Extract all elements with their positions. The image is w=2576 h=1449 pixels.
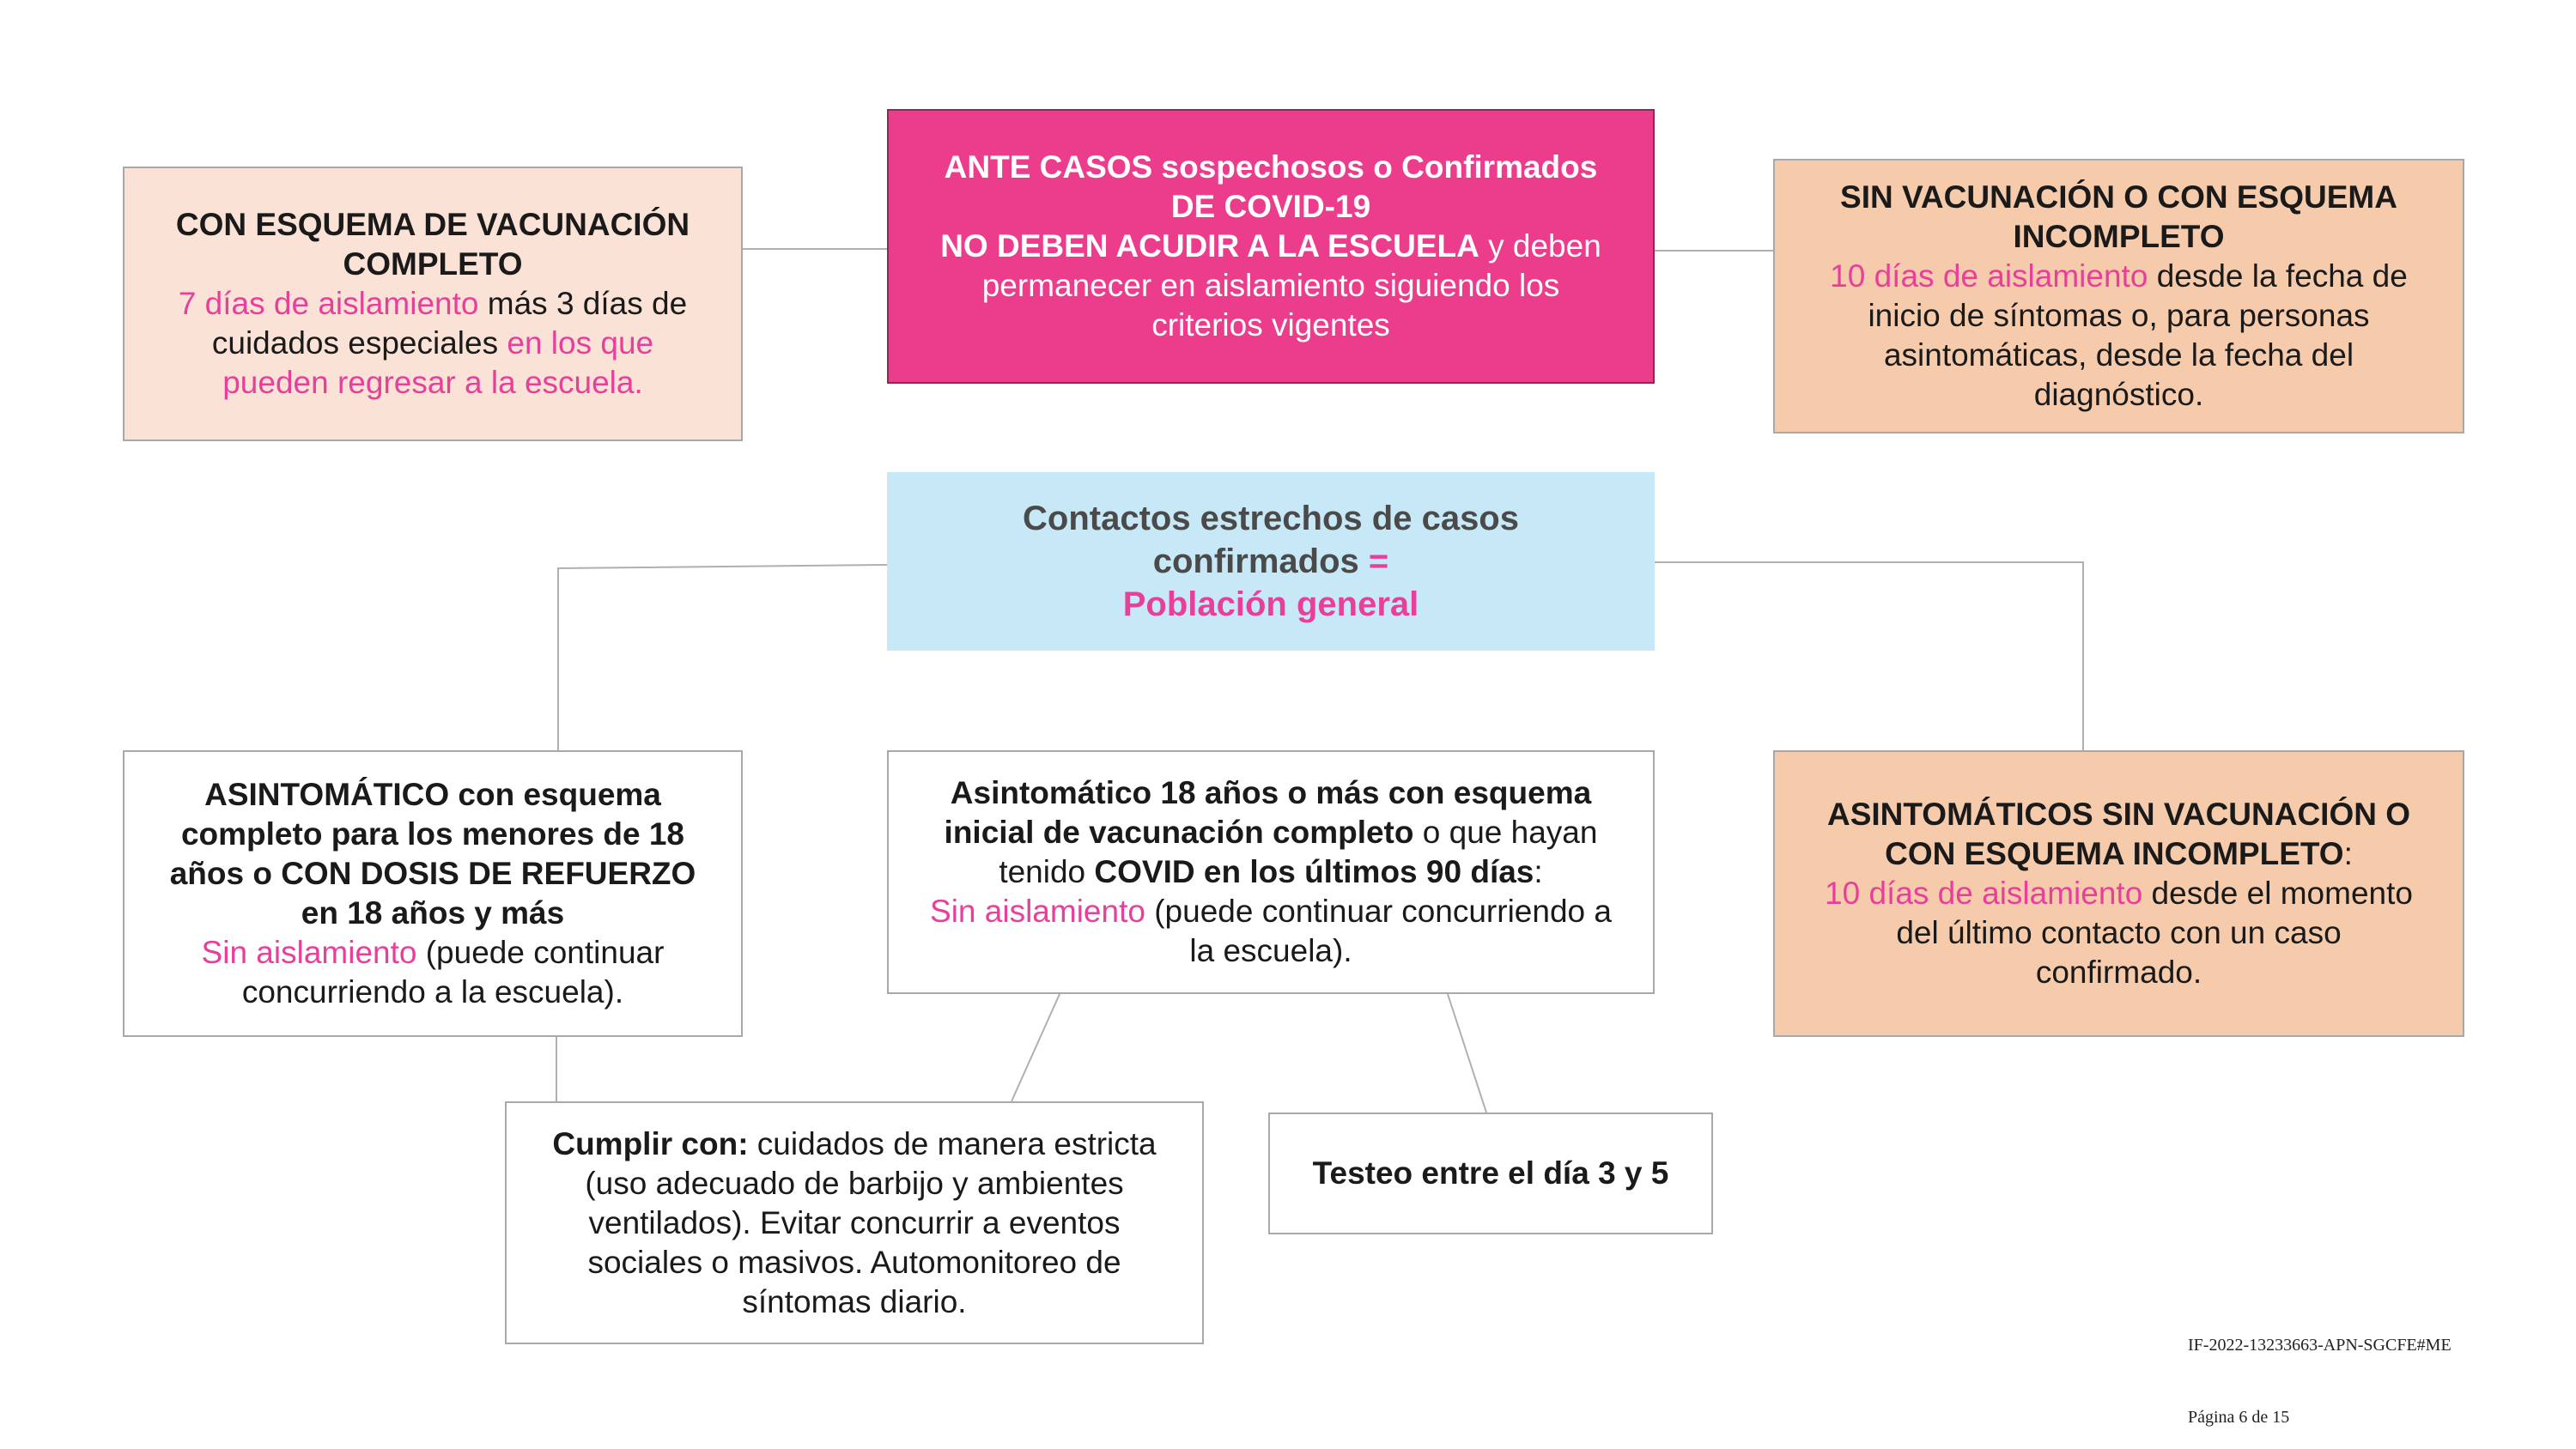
box-asintomaticos-sin-vacunacion [1773, 750, 2464, 1037]
cumplir-title: Cumplir con: [552, 1125, 749, 1161]
asinto-18-body2 [923, 892, 1619, 971]
sin-vac-body [1809, 257, 2428, 415]
vac-completo-body [159, 284, 707, 403]
sin-vac-title: SIN VACUNACIÓN O CON ESQUEMA INCOMPLETO [1840, 179, 2397, 254]
footer-page-number: Página 6 de 15 [2188, 1408, 2290, 1427]
connector-contactos-to-asinto-sin-vac [1655, 562, 2083, 750]
asinto-sin-vac-body [1809, 874, 2428, 992]
box-vacunacion-completo [123, 167, 743, 441]
box-asintomatico-18 [887, 750, 1655, 994]
asinto-18-text3: (puede continuar concurriendo a la escuela). [1145, 894, 1612, 968]
contactos-subtitle: Población general [1122, 585, 1419, 623]
box-asintomatico-completo [123, 750, 743, 1037]
cumplir-body [541, 1125, 1168, 1322]
ante-casos-title: ANTE CASOS sospechosos o Confirmados DE COVID-19 [944, 149, 1598, 224]
asinto-18-text1: o que hayan tenido [999, 815, 1598, 889]
connector-asinto-18-to-testeo [1448, 994, 1486, 1113]
asinto-sin-vac-title-line [1809, 795, 2428, 874]
asinto-18-title: Asintomático 18 años o más con esquema inicial de vacunación completo [944, 775, 1592, 850]
asinto-sin-vac-highlight: 10 días de aislamiento [1825, 876, 2143, 911]
ante-casos-emphasis: NO DEBEN ACUDIR A LA ESCUELA [940, 228, 1479, 264]
vac-completo-text: más 3 días de cuidados especiales [211, 286, 688, 361]
connector-asinto-18-to-cumplir [1012, 994, 1060, 1101]
box-testeo [1268, 1113, 1713, 1234]
asinto-18-highlight: Sin aislamiento [930, 894, 1145, 929]
ante-casos-body [923, 227, 1619, 345]
vac-completo-highlight: 7 días de aislamiento [178, 286, 479, 321]
asinto-completo-text: (puede continuar concurriendo a la escuela). [241, 935, 665, 1009]
connector-contactos-to-asinto-completo [558, 565, 887, 750]
box-ante-casos [887, 109, 1655, 384]
asinto-18-title2: COVID en los últimos 90 días [1094, 854, 1534, 889]
contactos-title: Contactos estrechos de casos confirmados [1023, 500, 1519, 580]
asinto-completo-title: ASINTOMÁTICO con esquema completo para los menores de 18 años o CON DOSIS DE REFUERZO en 18 años y más [169, 777, 696, 931]
contactos-title-line [923, 497, 1619, 583]
asinto-completo-highlight: Sin aislamiento [201, 935, 417, 970]
footer-document-id: IF-2022-13233663-APN-SGCFE#ME [2188, 1336, 2451, 1355]
sin-vac-text: desde la fecha de inicio de síntomas o, para personas asintomáticas, desde la fecha del diagnóstico. [1868, 258, 2408, 412]
cumplir-text: cuidados de manera estricta (uso adecuado de barbijo y ambientes ventilados). Evitar concurrir a eventos sociales o masivos. Automonitoreo de síntomas diario. [585, 1125, 1157, 1319]
box-cumplir-con [505, 1101, 1204, 1344]
sin-vac-highlight: 10 días de aislamiento [1830, 258, 2148, 294]
asinto-sin-vac-colon: : [2343, 836, 2353, 871]
ante-casos-text: y deben permanecer en aislamiento siguiendo los criterios vigentes [981, 228, 1601, 343]
vac-completo-highlight2: en los que pueden regresar a la escuela. [222, 325, 654, 400]
asinto-sin-vac-title: ASINTOMÁTICOS SIN VACUNACIÓN O CON ESQUEMA INCOMPLETO [1826, 797, 2411, 871]
contactos-equals: = [1368, 543, 1389, 580]
asinto-completo-body [159, 933, 707, 1012]
testeo-title: Testeo entre el día 3 y 5 [1312, 1155, 1669, 1191]
asinto-18-body [923, 773, 1619, 892]
asinto-18-text2: : [1534, 854, 1543, 889]
asinto-sin-vac-text: desde el momento del último contacto con un caso confirmado. [1896, 876, 2413, 990]
box-contactos-estrechos [887, 472, 1655, 651]
box-sin-vacunacion [1773, 159, 2464, 433]
vac-completo-title: CON ESQUEMA DE VACUNACIÓN COMPLETO [175, 207, 690, 282]
